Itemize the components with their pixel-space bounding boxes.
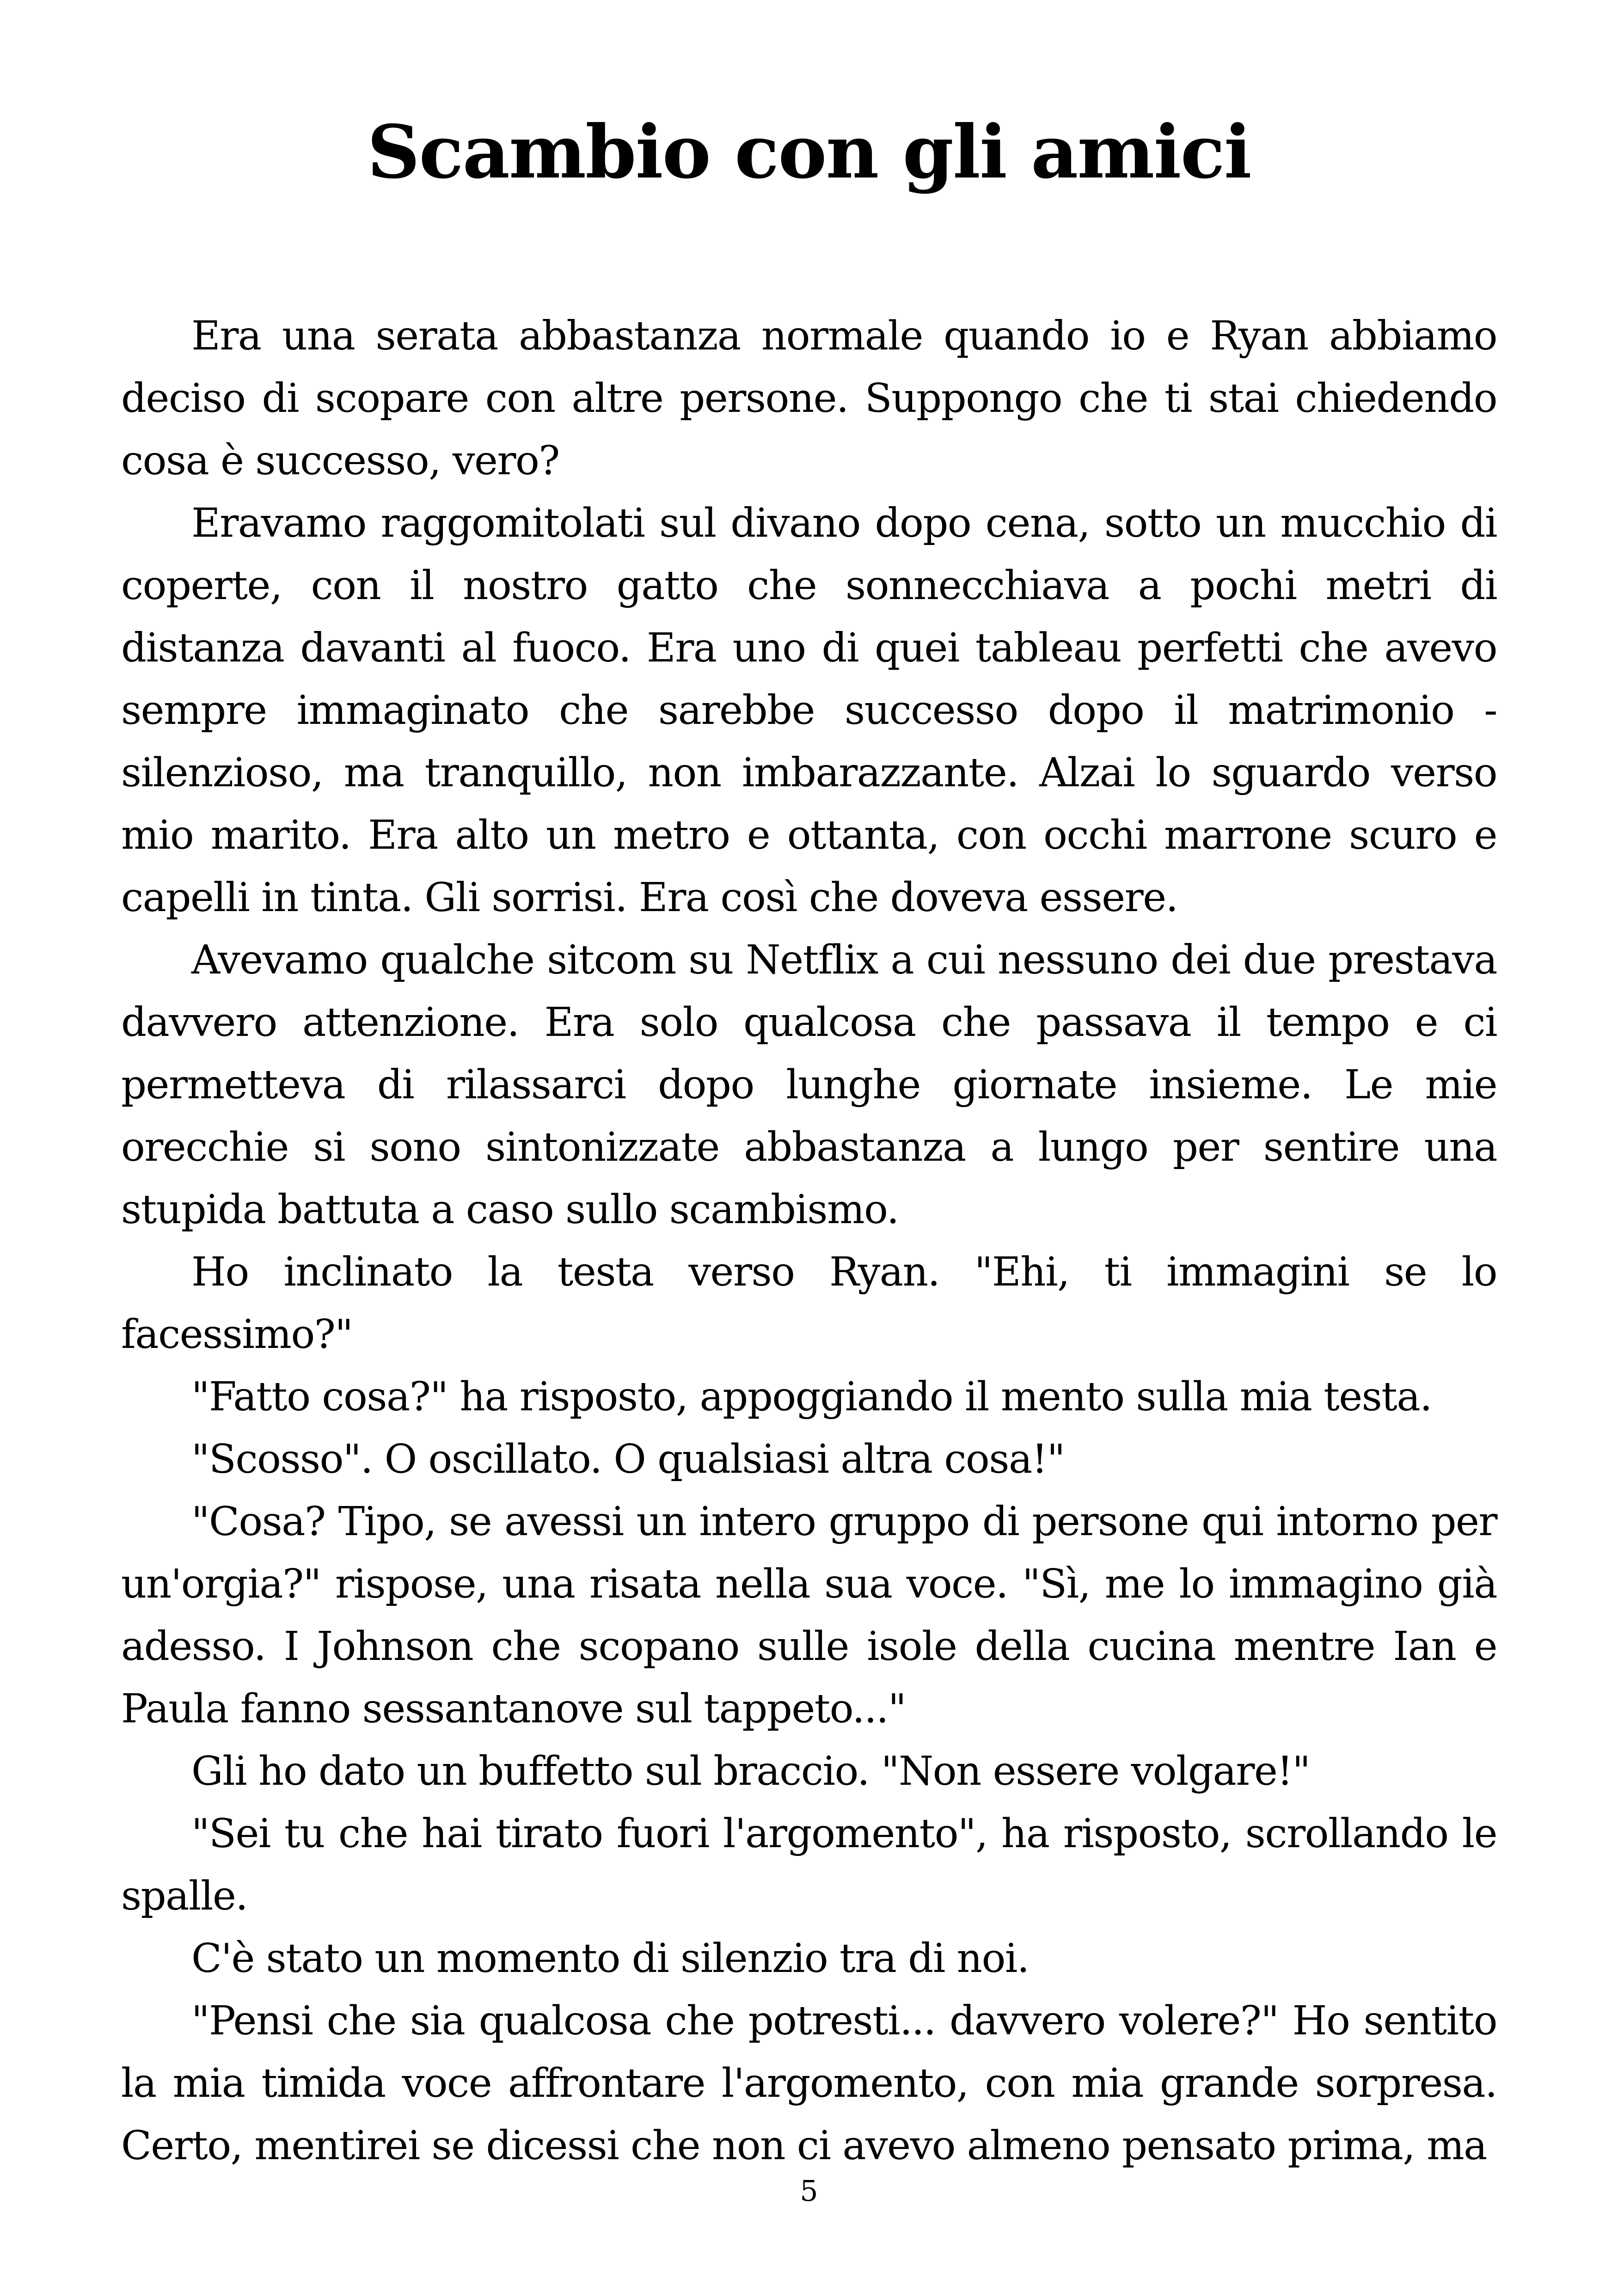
paragraph: Eravamo raggomitolati sul divano dopo cena, sotto un mucchio di coperte, con il nostro gatto che sonnecchiava a pochi metri di distanza davanti al fuoco. Era uno di quei tableau perfetti che avevo sempre immaginato che sarebbe successo dopo il matrimonio - silenzioso, ma tranquillo, non imbarazzante. Alzai lo sguardo verso mio marito. Era alto un metro e ottanta, con occhi marrone scuro e capelli in tinta. Gli sorrisi. Era così che doveva essere. <box>121 500 1497 921</box>
paragraph: Era una serata abbastanza normale quando io e Ryan abbiamo deciso di scopare con altre persone. Suppongo che ti stai chiedendo cosa è successo, vero? <box>121 313 1497 484</box>
paragraph: Ho inclinato la testa verso Ryan. "Ehi, ti immagini se lo facessimo?" <box>121 1249 1497 1358</box>
page-number: 5 <box>800 2174 818 2208</box>
paragraph: "Pensi che sia qualcosa che potresti... davvero volere?" Ho sentito la mia timida voce affrontare l'argomento, con mia grande sorpresa. Certo, mentirei se dicessi che non ci avevo almeno pensato prima, ma <box>121 1998 1497 2169</box>
paragraph: Avevamo qualche sitcom su Netflix a cui nessuno dei due prestava davvero attenzione. Era solo qualcosa che passava il tempo e ci permetteva di rilassarci dopo lunghe giornate insieme. Le mie orecchie si sono sintonizzate abbastanza a lungo per sentire una stupida battuta a caso sullo scambismo. <box>121 937 1497 1233</box>
paragraph: "Fatto cosa?" ha risposto, appoggiando il mento sulla mia testa. <box>191 1374 1432 1420</box>
paragraph: Gli ho dato un buffetto sul braccio. "Non essere volgare!" <box>191 1748 1310 1794</box>
paragraph: C'è stato un momento di silenzio tra di noi. <box>191 1935 1029 1982</box>
chapter-title: Scambio con gli amici <box>367 110 1251 195</box>
paragraph: "Scosso". O oscillato. O qualsiasi altra cosa!" <box>191 1436 1065 1482</box>
paragraph: "Sei tu che hai tirato fuori l'argomento", ha risposto, scrollando le spalle. <box>121 1811 1497 1919</box>
chapter-body <box>121 305 1497 2177</box>
paragraph: "Cosa? Tipo, se avessi un intero gruppo di persone qui intorno per un'orgia?" rispose, una risata nella sua voce. "Sì, me lo immagino già adesso. I Johnson che scopano sulle isole della cucina mentre Ian e Paula fanno sessantanove sul tappeto..." <box>121 1499 1497 1732</box>
